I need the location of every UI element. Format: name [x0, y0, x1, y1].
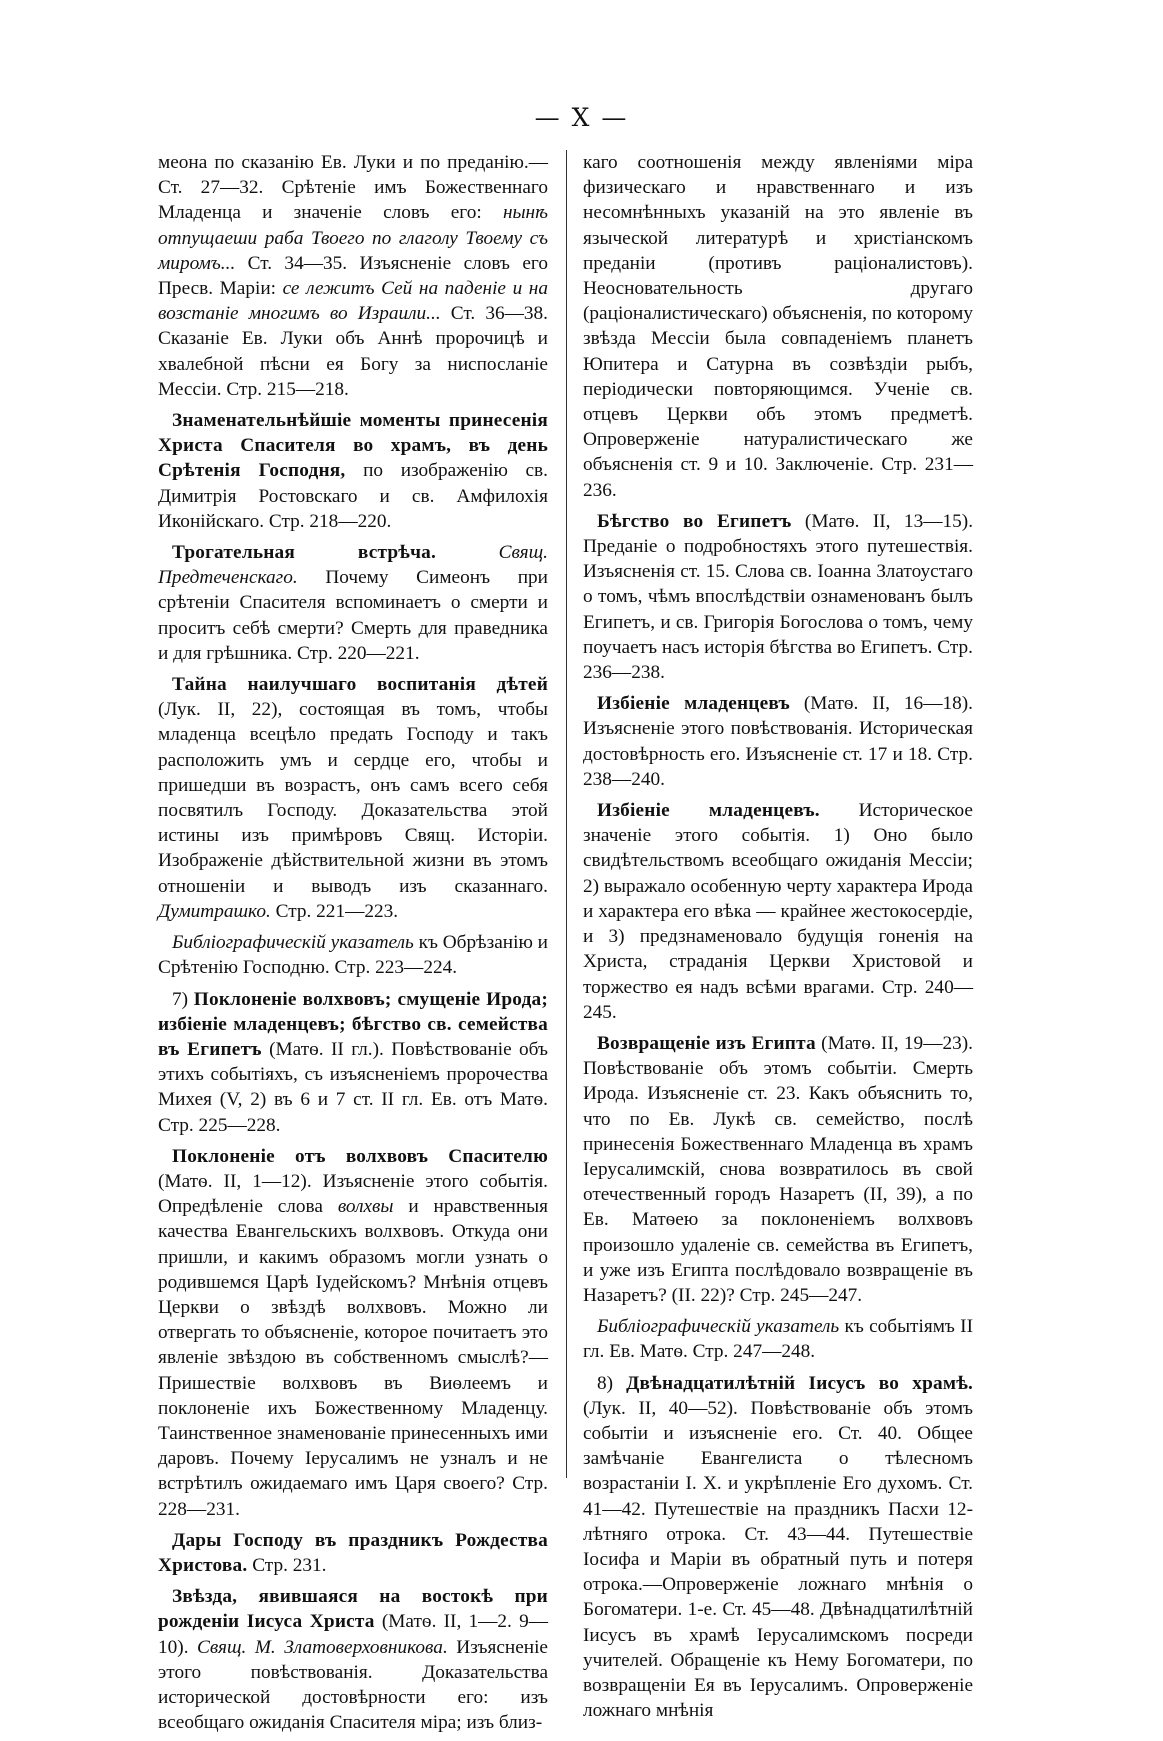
body-text: Почему Симеонъ при срѣтеніи Спасителя вспоминаетъ о смерти и проситъ себѣ смерти? Смерть для праведника и для грѣшника. Стр. 220—221. [158, 567, 548, 664]
paragraph [583, 691, 973, 792]
body-text: (Матѳ. II гл.). Повѣствованіе объ этихъ событіяхъ, съ изъясненіемъ пророчества Михея (V, 2) въ 6 и 7 ст. II гл. Ев. отъ Матѳ. Стр. 225—228. [158, 1038, 548, 1136]
italic-text: се лежитъ Сей на паденіе и на возстаніе многимъ во Израили... [158, 278, 548, 325]
italic-text: Свящ. М. Златоверховникова. [197, 1636, 448, 1658]
body-text: (Матѳ. II, 19—23). Повѣствованіе объ этомъ событіи. Смерть Ирода. Изъясненіе ст. 23. Какъ объяснить то, что по Ев. Лукѣ св. семейство, послѣ принесенія Божественнаго Младенца въ храмъ Іерусалимскій, снова возвратилось въ свой отечественный городъ Назаретъ (II, 39), а по Ев. Матѳею за поклоненіемъ волхвовъ произошло удаленіе св. семейства въ Египетъ, и уже изъ Египта послѣдовало возвращеніе въ Назаретъ? (II. 22)? Стр. 245—247. [583, 1032, 973, 1306]
left-column [158, 150, 548, 1741]
body-text: (Матѳ. II, 13—15). Преданіе о подробностяхъ этого путешествія. Изъясненія ст. 15. Слова св. Іоанна Златоустаго о томъ, чѣмъ впослѣдствіи ознаменованъ былъ Египетъ, и св. Григорія Богослова о томъ, чему поучаетъ насъ исторія бѣгства во Египетъ. Стр. 236—238. [583, 510, 974, 684]
right-column [583, 150, 973, 1729]
paragraph [583, 1314, 973, 1364]
body-text: меона по сказанію Ев. Луки и по преданію.— Ст. 27—32. Срѣтеніе имъ Божественнаго Младенца и значеніе словъ его: [158, 152, 548, 224]
bold-heading-text: Дары Господу въ праздникъ Рождества Христова. [158, 1529, 548, 1576]
bold-heading-text: Двѣнадцатилѣтній Іисусъ во храмѣ. [626, 1372, 973, 1394]
bold-heading-text: Возвращеніе изъ Египта [597, 1032, 816, 1054]
italic-text: нынѣ отпущаеши раба Твоего по глаголу Твоему съ миромъ... [158, 202, 548, 274]
paragraph [158, 1584, 548, 1735]
body-text: Стр. 231. [247, 1554, 327, 1576]
body-text: каго соотношенія между явленіями міра физическаго и нравственнаго и изъ несомнѣнныхъ указаній на это явленіе въ языческой литературѣ и христіанскомъ преданіи (противъ раціоналистовъ). Неосновательность другаго (раціоналистическаго) объясненія, по которому звѣзда Мессіи была совпаденіемъ планетъ Юпитера и Сатурна въ созвѣздіи рыбъ, періодически повторяющимся. Ученіе св. отцевъ Церкви объ этомъ предметѣ. Опроверженіе натуралистическаго же объясненія ст. 9 и 10. Заключеніе. Стр. 231—236. [583, 152, 974, 501]
body-text: къ событіямъ II гл. Ев. Матѳ. Стр. 247—248. [583, 1316, 973, 1363]
body-text: Ст. 36—38. Сказаніе Ев. Луки объ Аннѣ пророчицѣ и хвалебной пѣсни ея Богу за ниспосланіе Мессіи. Стр. 215—218. [158, 303, 548, 400]
paragraph [583, 150, 973, 503]
paragraph [158, 672, 548, 924]
paragraph [583, 798, 973, 1025]
paragraph [583, 509, 973, 685]
body-text: (Лук. II, 22), состоящая въ томъ, чтобы младенца всецѣло предать Господу и такъ расположить умъ и сердце его, чтобы и пришедши въ возрастъ, онъ самъ всего себя посвятилъ Господу. Доказательства этой истины изъ примѣровъ Свящ. Исторіи. Изображеніе дѣйствительной жизни въ этомъ отношеніи и выводъ изъ сказаннаго. [158, 699, 548, 897]
body-text: (Матѳ. II, 1—2. 9—10). [158, 1611, 548, 1658]
body-text: (Матѳ. II, 16—18). Изъясненіе этого повѣствованія. Историческая достовѣрность его. Изъясненіе ст. 17 и 18. Стр. 238—240. [583, 693, 973, 790]
body-text: 8) [597, 1372, 627, 1394]
column-divider [566, 150, 567, 1478]
bold-heading-text: Звѣзда, явившаяся на востокѣ при рожденіи Іисуса Христа [158, 1586, 548, 1633]
body-text: Изъясненіе этого повѣствованія. Доказательства исторической достовѣрности его: изъ всеобщаго ожиданія Спасителя міра; изъ близ- [158, 1636, 548, 1734]
paragraph [158, 930, 548, 980]
italic-text: Библіографическій указатель [597, 1316, 840, 1338]
paragraph [583, 1371, 973, 1724]
body-text: по изображенію св. Димитрія Ростовскаго и св. Амфилохія Иконійскаго. Стр. 218—220. [158, 460, 548, 532]
body-text: (Матѳ. II, 1—12). Изъясненіе этого событія. Опредѣленіе слова [158, 1170, 548, 1218]
body-text: и нравственныя качества Евангельскихъ волхвовъ. Откуда они пришли, и какимъ образомъ могли узнать о родившемся Царѣ Іудейскомъ? Мнѣнія отцевъ Церкви о звѣздѣ волхвовъ. Можно ли отвергать то объясненіе, которое почитаетъ это явленіе звѣздою въ собственномъ смыслѣ?—Пришествіе волхвовъ въ Виѳлеемъ и поклоненіе ихъ Божественному Младенцу. Таинственное знаменованіе принесенныхъ ими даровъ. Почему Іерусалимъ не узналъ и не встрѣтилъ ожидаемаго имъ Царя своего? Стр. 228—231. [158, 1196, 548, 1520]
bold-heading-text: Избіеніе младенцевъ. [597, 800, 820, 822]
body-text: Ст. 34—35. Изъясненіе словъ его Пресв. Маріи: [158, 252, 548, 300]
bold-heading-text: Избіеніе младенцевъ [597, 693, 790, 715]
paragraph [158, 540, 548, 666]
bold-heading-text: Трогательная встрѣча. [172, 542, 437, 564]
paragraph [583, 1031, 973, 1308]
body-text [436, 542, 499, 563]
body-text: 7) [172, 988, 194, 1010]
paragraph [158, 150, 548, 402]
bold-heading-text: Поклоненіе отъ волхвовъ Спасителю [172, 1145, 548, 1167]
paragraph [158, 1144, 548, 1522]
paragraph [158, 987, 548, 1138]
body-text: (Лук. II, 40—52). Повѣствованіе объ этомъ событіи и изъясненіе его. Ст. 40. Общее замѣчаніе Евангелиста о тѣлесномъ возрастаніи І. Х. и укрѣпленіе Его духомъ. Ст. 41—42. Путешествіе на праздникъ Пасхи 12-лѣтняго отрока. Ст. 43—44. Путешествіе Іосифа и Маріи въ обратный путь и потеря отрока.—Опроверженіе ложнаго мнѣнія о Богоматери. 1-е. Ст. 45—48. Двѣнадцатилѣтній Іисусъ въ храмѣ Іерусалимскомъ посреди учителей. Обращеніе къ Нему Богоматери, по возвращеніи Ея въ Іерусалимъ. Опроверженіе ложнаго мнѣнія [583, 1397, 973, 1722]
bold-heading-text: Знаменательнѣйшіе моменты принесенія Христа Спасителя во храмъ, въ день Срѣтенія Господня, [158, 410, 548, 482]
paragraph [158, 1528, 548, 1578]
paragraph [158, 408, 548, 534]
italic-text: Думитрашко. [158, 900, 271, 922]
bold-heading-text: Поклоненіе волхвовъ; смущеніе Ирода; избіеніе младенцевъ; бѣгство св. семейства въ Египетъ [158, 988, 548, 1060]
body-text: Стр. 221—223. [270, 900, 399, 922]
bold-heading-text: Тайна наилучшаго воспитанія дѣтей [172, 674, 548, 696]
italic-text: волхвы [337, 1196, 394, 1218]
italic-text: Свящ. Предтеченскаго. [158, 542, 548, 589]
italic-text: Библіографическій указатель [172, 932, 414, 954]
body-text: Историческое значеніе этого событія. 1) Оно было свидѣтельствомъ всеобщаго ожиданія Мессіи; 2) выражало особенную черту характера Ирода и характера его вѣка — крайнее жестокосердіе, и 3) предзнаменовало будущія гоненія на Христа, страданія Церкви Христовой и торжество ея надъ всѣми врагами. Стр. 240—245. [583, 800, 973, 1023]
page-number: — X — [534, 103, 629, 132]
body-text: къ Обрѣзанію и Срѣтенію Господню. Стр. 223—224. [158, 932, 549, 979]
bold-heading-text: Бѣгство во Египетъ [597, 510, 792, 532]
